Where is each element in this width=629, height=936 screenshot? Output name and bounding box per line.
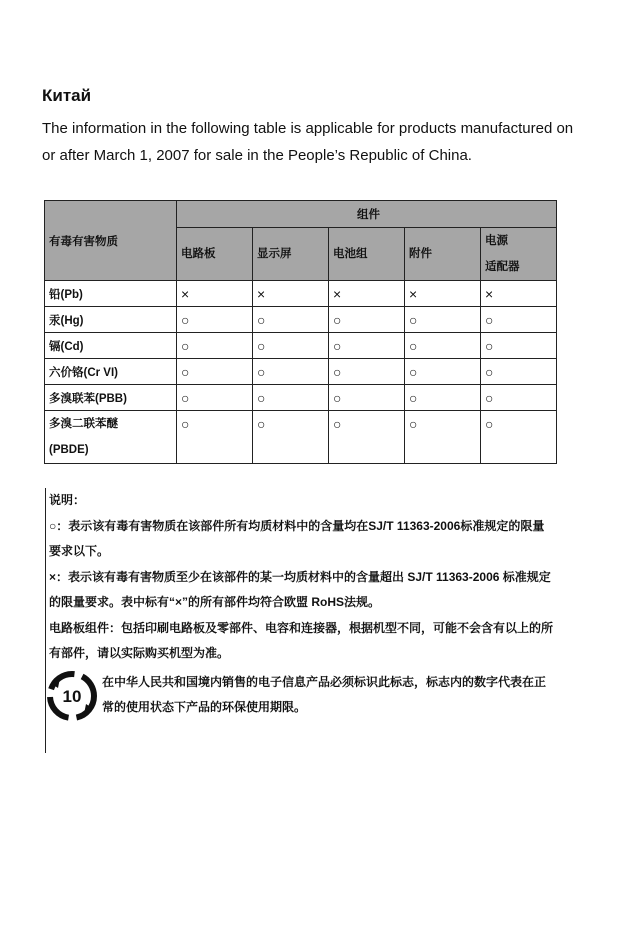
mark-cell: ○: [253, 411, 329, 464]
mark-cell: ○: [329, 411, 405, 464]
mark-cell: ○: [329, 359, 405, 385]
mark-cell: ○: [481, 333, 557, 359]
efup-logo-row: [46, 670, 556, 722]
mark-cell: ○: [481, 359, 557, 385]
mark-cell: ×: [253, 281, 329, 307]
component-header: 显示屏: [253, 228, 329, 281]
component-group-header: 组件: [177, 201, 557, 228]
substance-cell: 多溴联苯(PBB): [45, 385, 177, 411]
mark-cell: ○: [405, 359, 481, 385]
mark-cell: ○: [329, 307, 405, 333]
logo-number: 10: [62, 686, 82, 706]
substance-header: 有毒有害物质: [45, 201, 177, 281]
mark-cell: ○: [405, 385, 481, 411]
component-header: 电池组: [329, 228, 405, 281]
mark-cell: ○: [177, 359, 253, 385]
mark-cell: ×: [405, 281, 481, 307]
mark-cell: ○: [177, 307, 253, 333]
board-note: 电路板组件：包括印刷电路板及零部件、电容和连接器，根据机型不同，可能不会含有以上的所有部件，请以实际购买机型为准。: [49, 620, 554, 660]
mark-cell: ×: [329, 281, 405, 307]
mark-cell: ○: [405, 411, 481, 464]
component-header: 电路板: [177, 228, 253, 281]
table-row: [45, 307, 557, 333]
hazardous-substances-table: [44, 200, 557, 464]
mark-cell: ○: [253, 359, 329, 385]
intro-paragraph: The information in the following table is applicable for products manufactured on or after March 1, 2007 for sale in the People’s Republic of China.: [42, 120, 574, 164]
substance-cell: 铅(Pb): [45, 281, 177, 307]
mark-cell: ○: [177, 385, 253, 411]
mark-cell: ○: [177, 333, 253, 359]
mark-cell: ×: [177, 281, 253, 307]
mark-cell: ○: [481, 411, 557, 464]
mark-cell: ○: [481, 385, 557, 411]
component-header: 附件: [405, 228, 481, 281]
mark-cell: ○: [253, 385, 329, 411]
notes-title: 说明：: [49, 493, 86, 507]
table-row: [45, 333, 557, 359]
cross-note: ×：表示该有毒有害物质至少在该部件的某一均质材料中的含量超出 SJ/T 11363-2006 标准规定的限量要求。表中标有“×”的所有部件均符合欧盟 RoHS法规。: [49, 569, 551, 609]
table-row: [45, 281, 557, 307]
mark-cell: ○: [177, 411, 253, 464]
mark-cell: ○: [329, 333, 405, 359]
logo-note: 在中华人民共和国境内销售的电子信息产品必须标识此标志，标志内的数字代表在正常的使用状态下产品的环保使用期限。: [102, 674, 547, 714]
component-header: 电源 适配器: [481, 228, 557, 281]
substance-cell: 汞(Hg): [45, 307, 177, 333]
table-row: [45, 385, 557, 411]
substance-cell: 镉(Cd): [45, 333, 177, 359]
mark-cell: ×: [481, 281, 557, 307]
substance-cell: 六价铬(Cr VI): [45, 359, 177, 385]
page-heading: Китай: [42, 86, 92, 105]
mark-cell: ○: [253, 307, 329, 333]
recycle-10-icon: [46, 670, 98, 722]
mark-cell: ○: [481, 307, 557, 333]
mark-cell: ○: [253, 333, 329, 359]
circle-note: ○：表示该有毒有害物质在该部件所有均质材料中的含量均在SJ/T 11363-2006标准规定的限量要求以下。: [49, 518, 545, 558]
substance-cell: 多溴二联苯醚 (PBDE): [45, 411, 177, 464]
mark-cell: ○: [405, 333, 481, 359]
mark-cell: ○: [405, 307, 481, 333]
table-row: [45, 411, 557, 464]
table-row: [45, 359, 557, 385]
mark-cell: ○: [329, 385, 405, 411]
notes-section: [45, 488, 556, 753]
